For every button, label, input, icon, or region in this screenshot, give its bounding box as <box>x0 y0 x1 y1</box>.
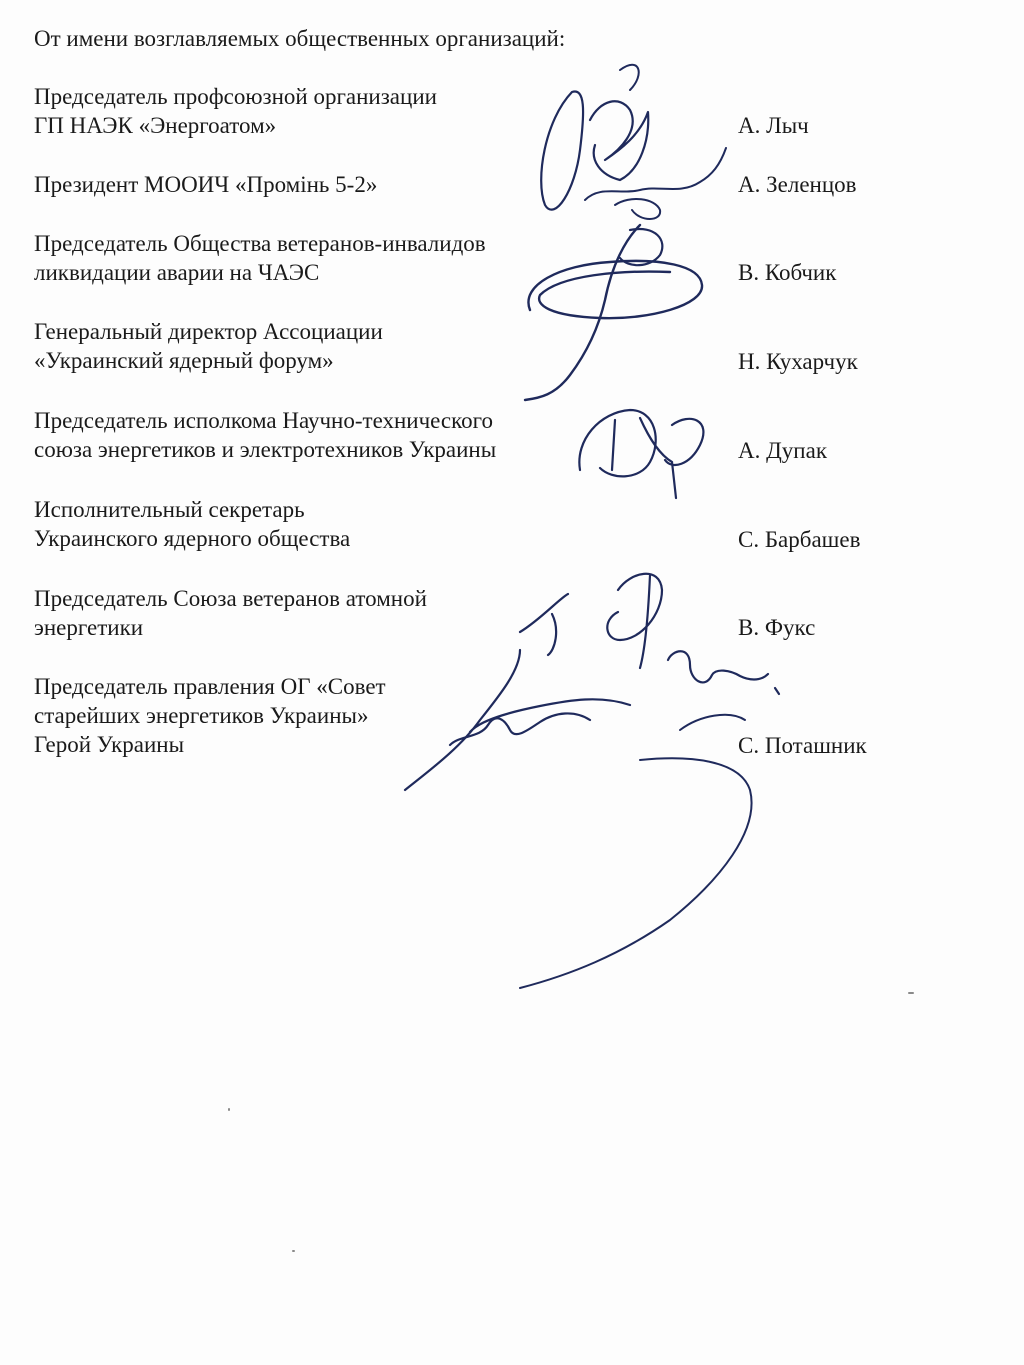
signatory-name: А. Зеленцов <box>738 172 857 197</box>
role-line: союза энергетиков и электротехников Украины <box>34 437 497 462</box>
signature-stroke <box>520 594 568 655</box>
signatory-role <box>34 229 486 287</box>
role-line: ГП НАЭК «Энергоатом» <box>34 113 277 138</box>
role-line: Герой Украины <box>34 732 185 757</box>
role-line: Председатель Общества ветеранов-инвалидов <box>34 231 486 256</box>
signature-stroke <box>585 148 726 200</box>
signatory-role <box>34 672 386 759</box>
role-line: Президент МООИЧ «Промінь 5-2» <box>34 172 378 197</box>
scan-speck <box>908 992 914 994</box>
role-line: Председатель исполкома Научно-технического <box>34 408 494 433</box>
role-line: Председатель правления ОГ «Совет <box>34 674 386 699</box>
signatory-role <box>34 584 427 642</box>
signature-stroke <box>775 688 779 694</box>
signature-stroke <box>525 225 640 400</box>
signature-stroke <box>668 651 768 682</box>
signature-stroke <box>680 715 745 730</box>
scan-speck <box>292 1250 295 1252</box>
role-line: «Украинский ядерный форум» <box>34 348 334 373</box>
intro-text: От имени возглавляемых общественных организаций: <box>34 26 566 51</box>
signatory-role <box>34 495 350 553</box>
signature-stroke <box>612 418 703 498</box>
signatory-name: В. Фукс <box>738 615 816 640</box>
signatory-name: В. Кобчик <box>738 260 837 285</box>
role-line: Исполнительный секретарь <box>34 497 305 522</box>
signature-stroke <box>579 410 655 476</box>
signatory-name: А. Лыч <box>738 113 809 138</box>
signature-stroke <box>615 199 660 219</box>
signatory-name: С. Поташник <box>738 733 867 758</box>
role-line: Председатель профсоюзной организации <box>34 84 437 109</box>
signature-stroke <box>520 758 752 988</box>
signature-stroke <box>590 101 648 180</box>
signature-stroke <box>620 65 639 90</box>
signatory-name: Н. Кухарчук <box>738 349 858 374</box>
signature-stroke <box>450 713 590 745</box>
role-line: ликвидации аварии на ЧАЭС <box>34 260 320 285</box>
signatory-name: А. Дупак <box>738 438 827 463</box>
signature-stroke <box>528 261 702 318</box>
role-line: Украинского ядерного общества <box>34 526 351 551</box>
signature-stroke <box>541 92 583 210</box>
signatory-role <box>34 317 383 375</box>
scan-speck <box>228 1108 230 1111</box>
role-line: энергетики <box>34 615 144 640</box>
signatory-name: С. Барбашев <box>738 527 861 552</box>
signature-stroke <box>405 650 630 790</box>
signatory-role <box>34 406 496 464</box>
signature-stroke <box>607 574 662 668</box>
signature-stroke <box>620 229 662 265</box>
role-line: Генеральный директор Ассоциации <box>34 319 383 344</box>
signatory-role <box>34 82 437 140</box>
signatory-role <box>34 170 377 199</box>
role-line: старейших энергетиков Украины» <box>34 703 369 728</box>
role-line: Председатель Союза ветеранов атомной <box>34 586 427 611</box>
